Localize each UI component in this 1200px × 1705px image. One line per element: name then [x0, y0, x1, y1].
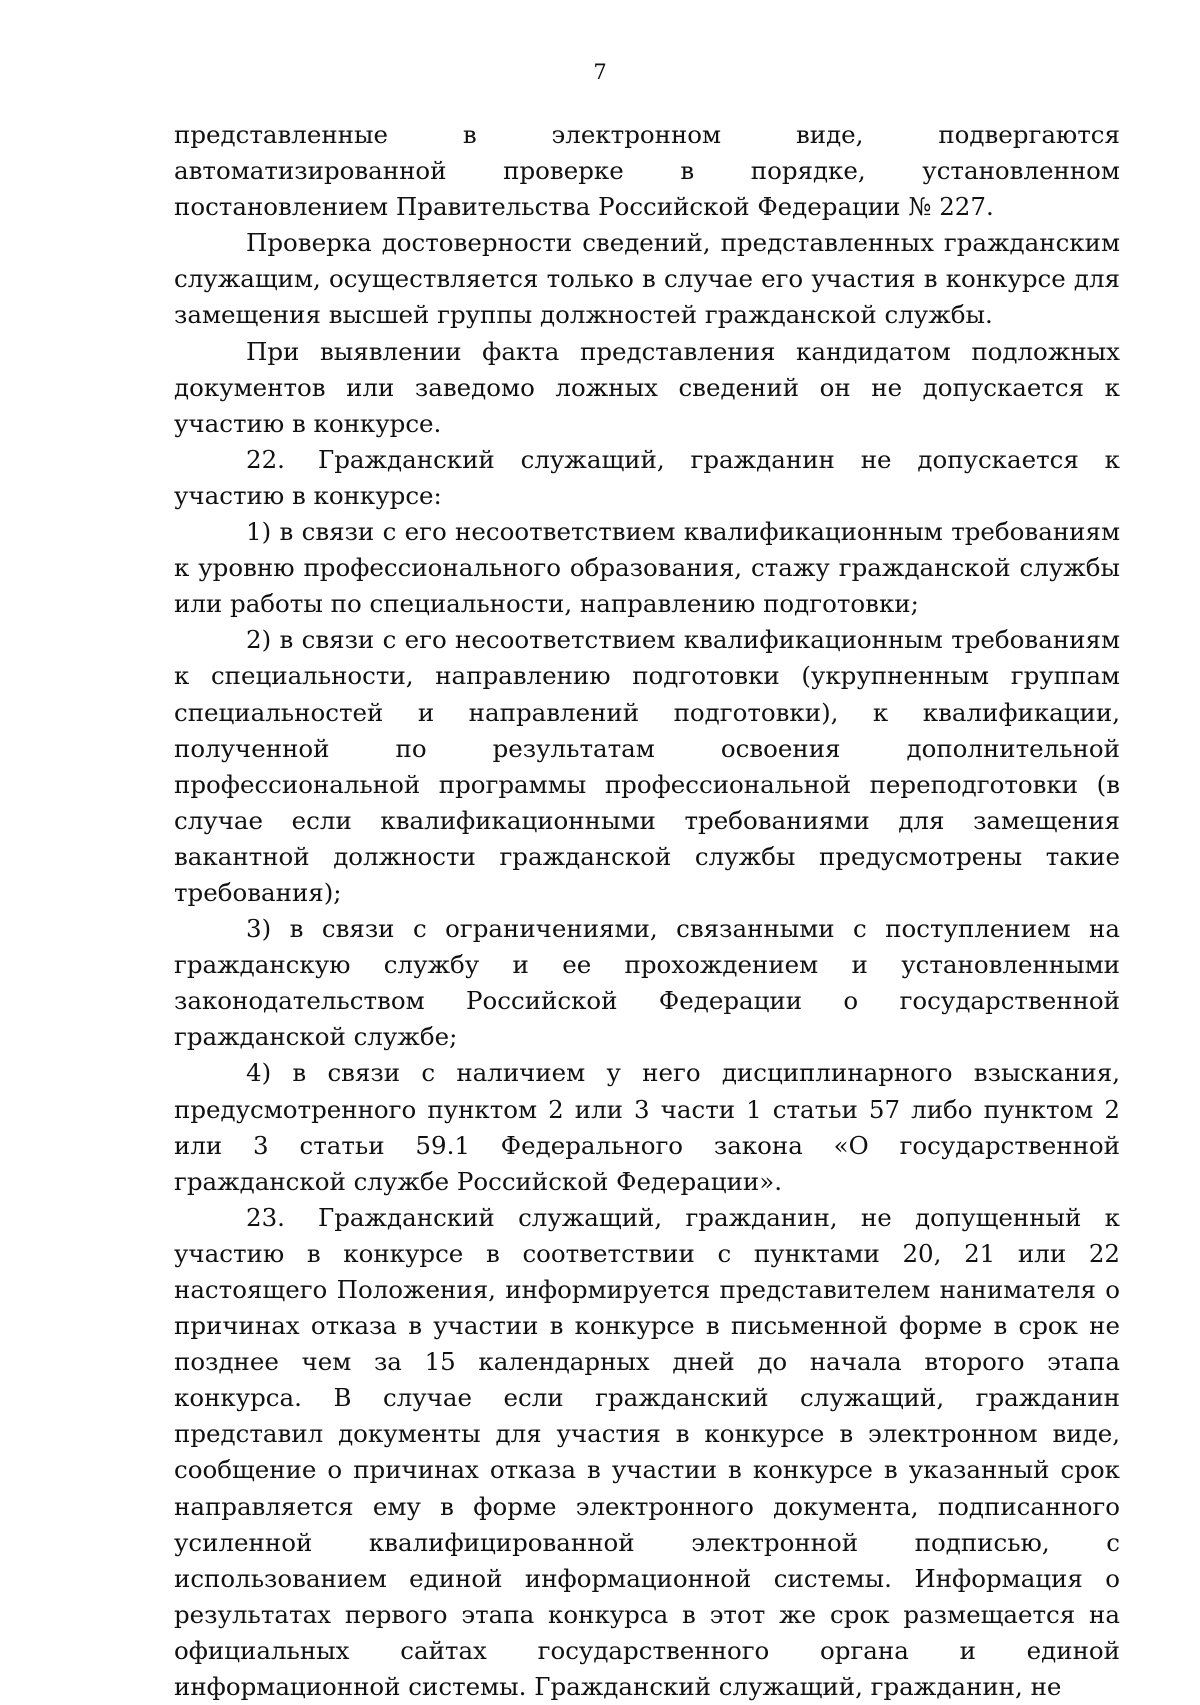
list-item-2: 2) в связи с его несоответствием квалификационным требованиям к специальности, направлению подготовки (укрупненным группам специальностей и направлений подготовки), к квалификации, полученной по результатам освоения дополнительной профессиональной программы профессиональной переподготовки (в случае если квалификационными требованиями для замещения вакантной должности гражданской службы предусмотрены такие требования);	[174, 625, 1120, 907]
page-number: 7	[593, 60, 607, 84]
list-item-4: 4) в связи с наличием у него дисциплинарного взыскания, предусмотренного пунктом 2 или 3 части 1 статьи 57 либо пунктом 2 или 3 статьи 59.1 Федерального закона «О государственной гражданской службе Российской Федерации».	[174, 1058, 1120, 1196]
paragraph-continuation: представленные в электронном виде, подвергаются автоматизированной проверке в порядке, установленном постановлением Правительства Российской Федерации № 227.	[174, 120, 1120, 222]
paragraph-item-22	[174, 442, 1120, 514]
document-body	[174, 117, 1120, 1705]
paragraph-verification: Проверка достоверности сведений, представленных гражданским служащим, осуществляется только в случае его участия в конкурсе для замещения высшей группы должностей гражданской службы.	[174, 228, 1120, 330]
paragraph-forged-documents: При выявлении факта представления кандидатом подложных документов или заведомо ложных сведений он не допускается к участию в конкурсе.	[174, 336, 1120, 438]
item-number-23: 23.	[246, 1202, 285, 1232]
item-number-22: 22.	[246, 444, 285, 474]
item-23-text: Гражданский служащий, гражданин, не допущенный к участию в конкурсе в соответствии с пунктами 20, 21 или 22 настоящего Положения, информируется представителем нанимателя о причинах отказа в участии в конкурсе в письменной форме в срок не позднее чем за 15 календарных дней до начала второго этапа конкурса. В случае если гражданский служащий, гражданин представил документы для участия в конкурсе в электронном виде, сообщение о причинах отказа в участии в конкурсе в указанный срок направляется ему в форме электронного документа, подписанного усиленной квалифицированной электронной подписью, с использованием единой информационной системы. Информация о результатах первого этапа конкурса в этот же срок размещается на официальных сайтах государственного органа и единой информационной системы. Гражданский служащий, гражданин, не	[174, 1202, 1120, 1702]
item-22-text: Гражданский служащий, гражданин не допускается к участию в конкурсе:	[174, 444, 1120, 510]
list-item-1: 1) в связи с его несоответствием квалификационным требованиям к уровню профессионального образования, стажу гражданской службы или работы по специальности, направлению подготовки;	[174, 517, 1120, 619]
paragraph-item-23	[174, 1200, 1120, 1705]
list-item-3: 3) в связи с ограничениями, связанными с поступлением на гражданскую службу и ее прохождением и установленными законодательством Российской Федерации о государственной гражданской службе;	[174, 914, 1120, 1052]
